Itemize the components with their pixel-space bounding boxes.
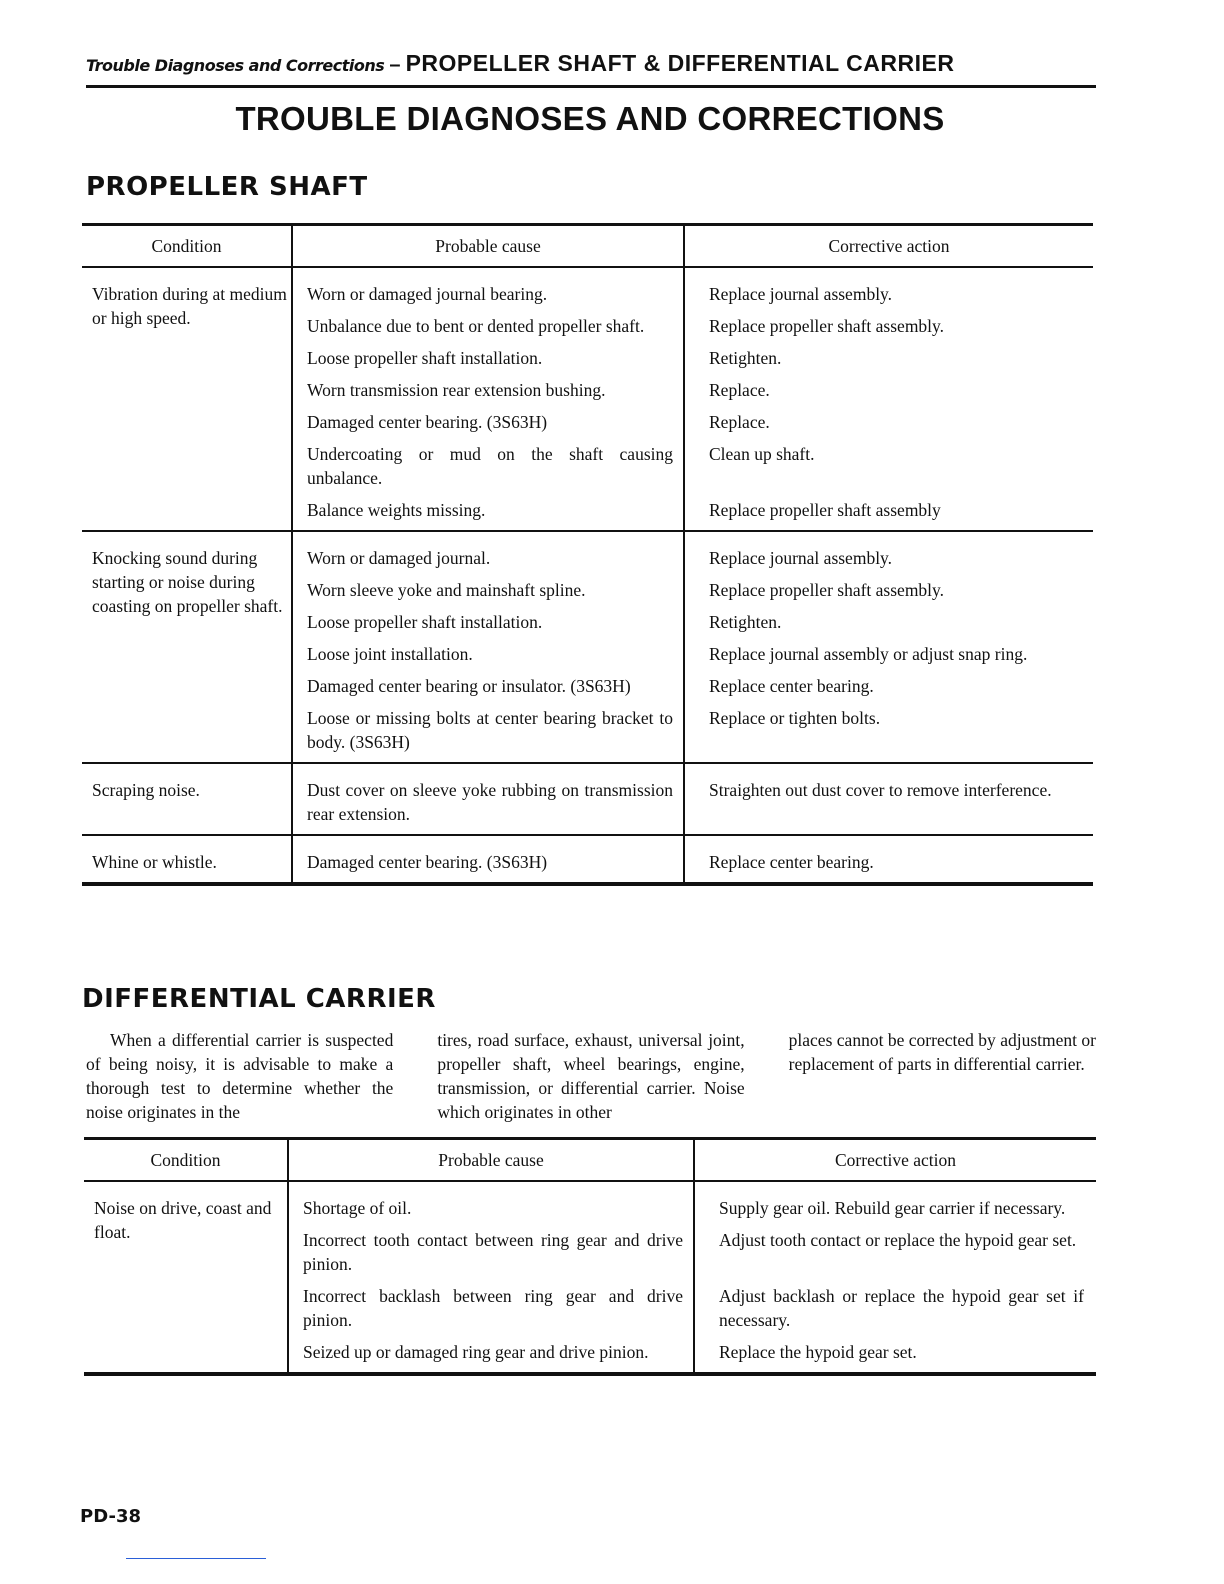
header-main-text: PROPELLER SHAFT & DIFFERENTIAL CARRIER [405, 50, 955, 76]
cause-entry: Loose propeller shaft installation. [307, 348, 543, 368]
cause-entry: Unbalance due to bent or dented propeller shaft. [307, 316, 645, 336]
corrective-action-cell [684, 267, 1093, 531]
action-entry: Retighten. [709, 612, 782, 632]
cause-entry: Loose or missing bolts at center bearing bracket to body. (3S63H) [307, 708, 673, 752]
action-entry: Retighten. [709, 348, 782, 368]
header-condition: Condition [84, 1139, 288, 1182]
action-entry: Replace center bearing. [709, 676, 874, 696]
differential-table-header-row [84, 1139, 1096, 1182]
propeller-table [82, 223, 1093, 886]
condition-cell: Whine or whistle. [82, 835, 292, 884]
action-entry: Straighten out dust cover to remove interference. [709, 780, 1052, 800]
cause-entry: Damaged center bearing. (3S63H) [307, 412, 548, 432]
table-row [82, 763, 1093, 835]
action-entry: Adjust backlash or replace the hypoid gear set if necessary. [719, 1286, 1084, 1330]
condition-cell: Scraping noise. [82, 763, 292, 835]
cause-entry: Incorrect backlash between ring gear and drive pinion. [303, 1286, 683, 1330]
probable-cause-cell [292, 531, 684, 763]
cause-entry: Loose joint installation. [307, 644, 473, 664]
propeller-section-title: PROPELLER SHAFT [86, 172, 368, 202]
action-entry: Replace the hypoid gear set. [719, 1342, 917, 1362]
table-row [82, 267, 1093, 531]
action-entry: Replace journal assembly. [709, 284, 893, 304]
page-number: PD-38 [80, 1506, 141, 1527]
table-row [84, 1181, 1096, 1374]
intro-column-1: When a differential carrier is suspected of being noisy, it is advisable to make a thorough test to determine whether the noise originates in the [86, 1030, 394, 1122]
header-probable-cause: Probable cause [292, 225, 684, 268]
cause-entry: Damaged center bearing or insulator. (3S63H) [307, 676, 631, 696]
intro-column-3: places cannot be corrected by adjustment or replacement of parts in differential carrier. [788, 1030, 1096, 1074]
action-entry: Replace journal assembly or adjust snap ring. [709, 644, 1028, 664]
action-entry: Replace. [709, 412, 770, 432]
footer-rule [126, 1558, 266, 1559]
action-entry: Replace propeller shaft assembly. [709, 316, 945, 336]
probable-cause-cell [292, 763, 684, 835]
differential-table [84, 1137, 1096, 1376]
cause-entry: Loose propeller shaft installation. [307, 612, 543, 632]
corrective-action-cell [684, 763, 1093, 835]
action-entry: Replace center bearing. [709, 852, 874, 872]
cause-entry: Worn transmission rear extension bushing. [307, 380, 606, 400]
intro-column-2: tires, road surface, exhaust, universal joint, propeller shaft, wheel bearings, engine, transmission, or differential carrier. Noise which originates in other [437, 1030, 745, 1122]
table-row [82, 835, 1093, 884]
action-entry: Replace journal assembly. [709, 548, 893, 568]
cause-entry: Worn or damaged journal bearing. [307, 284, 548, 304]
cause-entry: Balance weights missing. [307, 500, 486, 520]
action-entry: Replace. [709, 380, 770, 400]
header-corrective-action: Corrective action [684, 225, 1093, 268]
cause-entry: Undercoating or mud on the shaft causing unbalance. [307, 444, 673, 488]
differential-section-title: DIFFERENTIAL CARRIER [82, 984, 436, 1014]
action-entry: Adjust tooth contact or replace the hypoid gear set. [719, 1230, 1077, 1250]
cause-entry: Incorrect tooth contact between ring gear and drive pinion. [303, 1230, 683, 1274]
action-entry: Replace propeller shaft assembly [709, 500, 941, 520]
page-title: TROUBLE DIAGNOSES AND CORRECTIONS [235, 100, 945, 137]
cause-entry: Worn or damaged journal. [307, 548, 491, 568]
corrective-action-cell [694, 1181, 1096, 1374]
corrective-action-cell [684, 531, 1093, 763]
header-condition: Condition [82, 225, 292, 268]
table-row [82, 531, 1093, 763]
action-entry: Replace propeller shaft assembly. [709, 580, 945, 600]
action-entry: Clean up shaft. [709, 444, 815, 464]
cause-entry: Seized up or damaged ring gear and drive pinion. [303, 1342, 649, 1362]
header-corrective-action: Corrective action [694, 1139, 1096, 1182]
condition-cell: Noise on drive, coast and float. [84, 1181, 288, 1374]
action-entry: Replace or tighten bolts. [709, 708, 881, 728]
condition-cell: Vibration during at medium or high speed. [82, 267, 292, 531]
cause-entry: Damaged center bearing. (3S63H) [307, 852, 548, 872]
propeller-table-header-row [82, 225, 1093, 268]
page-header [86, 50, 1096, 88]
cause-entry: Worn sleeve yoke and mainshaft spline. [307, 580, 586, 600]
header-italic-text: Trouble Diagnoses and Corrections [86, 56, 385, 75]
probable-cause-cell [292, 835, 684, 884]
condition-cell: Knocking sound during starting or noise during coasting on propeller shaft. [82, 531, 292, 763]
cause-entry: Shortage of oil. [303, 1198, 412, 1218]
header-dash: – [389, 54, 401, 76]
probable-cause-cell [288, 1181, 694, 1374]
header-probable-cause: Probable cause [288, 1139, 694, 1182]
corrective-action-cell [684, 835, 1093, 884]
action-entry: Supply gear oil. Rebuild gear carrier if necessary. [719, 1198, 1066, 1218]
cause-entry: Dust cover on sleeve yoke rubbing on transmission rear extension. [307, 780, 673, 824]
probable-cause-cell [292, 267, 684, 531]
differential-intro [86, 1028, 1096, 1124]
